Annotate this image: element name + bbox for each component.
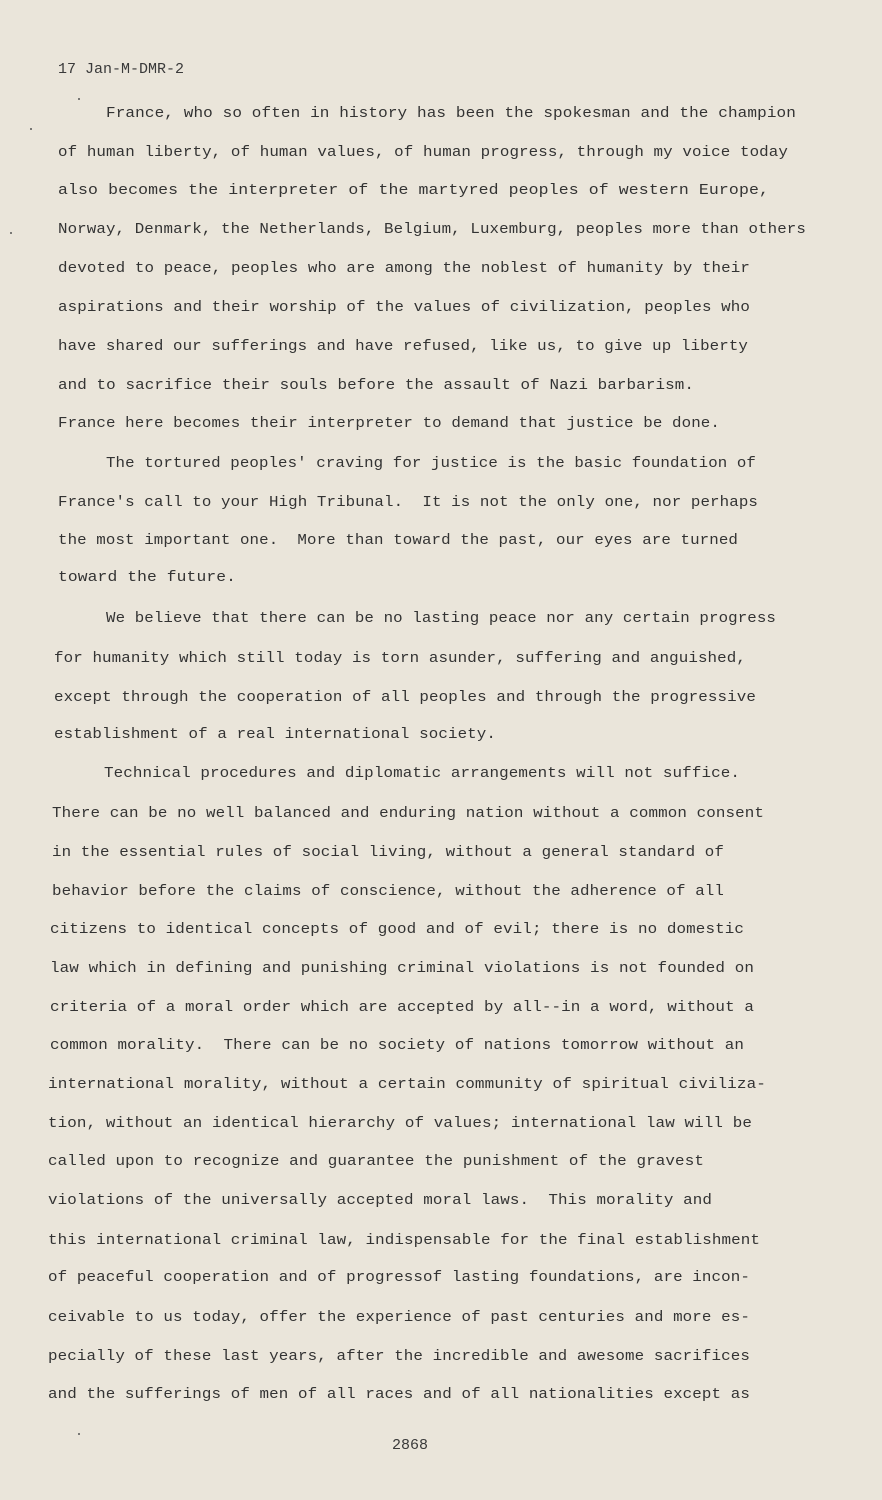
text-line: There can be no well balanced and enduring nation without a common consent <box>52 804 764 822</box>
text-line: criteria of a moral order which are accepted by all--in a word, without a <box>50 998 754 1016</box>
text-line: pecially of these last years, after the incredible and awesome sacrifices <box>48 1347 750 1365</box>
text-line: We believe that there can be no lasting peace nor any certain progress <box>106 609 776 627</box>
text-line: aspirations and their worship of the values of civilization, peoples who <box>58 298 750 316</box>
text-line: tion, without an identical hierarchy of values; international law will be <box>48 1114 752 1132</box>
paper-speck <box>10 232 12 234</box>
text-line: common morality. There can be no society of nations tomorrow without an <box>50 1036 744 1054</box>
text-line: international morality, without a certain community of spiritual civiliza- <box>48 1075 766 1093</box>
text-line: except through the cooperation of all peoples and through the progressive <box>54 688 756 706</box>
text-line: of human liberty, of human values, of human progress, through my voice today <box>58 143 788 161</box>
text-line: France's call to your High Tribunal. It is not the only one, nor perhaps <box>58 493 758 511</box>
text-line: Norway, Denmark, the Netherlands, Belgium, Luxemburg, peoples more than others <box>58 220 806 238</box>
text-line: France, who so often in history has been the spokesman and the champion <box>106 104 796 122</box>
text-line: in the essential rules of social living, without a general standard of <box>52 843 724 861</box>
text-line: citizens to identical concepts of good and of evil; there is no domestic <box>50 920 744 938</box>
text-line: behavior before the claims of conscience, without the adherence of all <box>52 882 724 900</box>
text-line: of peaceful cooperation and of progressof lasting foundations, are incon- <box>48 1268 750 1286</box>
text-line: have shared our sufferings and have refused, like us, to give up liberty <box>58 337 748 355</box>
text-line: called upon to recognize and guarantee the punishment of the gravest <box>48 1152 704 1170</box>
text-line: devoted to peace, peoples who are among the noblest of humanity by their <box>58 259 750 277</box>
text-line: violations of the universally accepted moral laws. This morality and <box>48 1191 712 1209</box>
text-line: the most important one. More than toward the past, our eyes are turned <box>58 531 738 549</box>
text-line: and to sacrifice their souls before the assault of Nazi barbarism. <box>58 376 694 394</box>
text-line: establishment of a real international society. <box>54 725 496 743</box>
text-line: France here becomes their interpreter to demand that justice be done. <box>58 414 720 432</box>
text-line: also becomes the interpreter of the martyred peoples of western Europe, <box>58 181 770 199</box>
paper-speck <box>78 98 80 100</box>
page-number: 2868 <box>392 1437 429 1454</box>
paper-speck <box>30 128 32 130</box>
text-line: ceivable to us today, offer the experience of past centuries and more es- <box>48 1308 750 1326</box>
text-line: for humanity which still today is torn asunder, suffering and anguished, <box>54 649 746 667</box>
paper-speck <box>78 1433 80 1435</box>
text-line: and the sufferings of men of all races and of all nationalities except as <box>48 1385 750 1403</box>
text-line: toward the future. <box>58 568 236 586</box>
text-line: law which in defining and punishing criminal violations is not founded on <box>50 959 754 977</box>
text-line: The tortured peoples' craving for justice is the basic foundation of <box>106 454 756 472</box>
text-line: Technical procedures and diplomatic arrangements will not suffice. <box>104 764 740 782</box>
text-line: this international criminal law, indispensable for the final establishment <box>48 1231 760 1249</box>
document-reference: 17 Jan-M-DMR-2 <box>58 61 185 78</box>
